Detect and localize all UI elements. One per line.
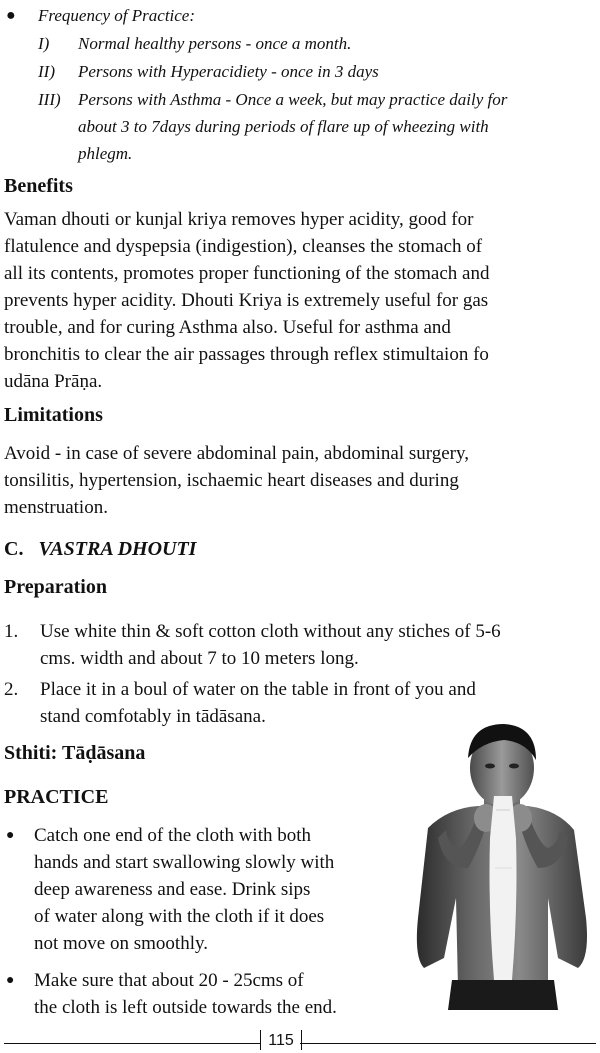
frequency-heading: Frequency of Practice: bbox=[38, 6, 196, 25]
preparation-list bbox=[4, 618, 596, 730]
item-text bbox=[34, 822, 334, 957]
section-letter: C. bbox=[4, 538, 24, 560]
text-line: menstruation. bbox=[4, 497, 108, 518]
text-line: udāna Prāṇa. bbox=[4, 371, 103, 392]
roman-numeral: II) bbox=[38, 62, 55, 81]
item-number: 2. bbox=[4, 679, 19, 700]
text-line: the cloth is left outside towards the end. bbox=[34, 997, 337, 1018]
frequency-text: Persons with Hyperacidiety - once in 3 days bbox=[78, 62, 379, 81]
frequency-text: Normal healthy persons - once a month. bbox=[78, 34, 352, 53]
text-line: not move on smoothly. bbox=[34, 933, 208, 954]
text-line: deep awareness and ease. Drink sips bbox=[34, 879, 311, 900]
text-line: Catch one end of the cloth with both bbox=[34, 825, 312, 846]
text-line: phlegm. bbox=[78, 144, 133, 163]
limitations-heading: Limitations bbox=[4, 404, 103, 426]
footer-rule-right bbox=[300, 1043, 596, 1044]
item-number: 1. bbox=[4, 621, 19, 642]
sthiti-heading: Sthiti: Tāḍāsana bbox=[4, 742, 146, 764]
person-swallowing-cloth-illustration bbox=[408, 718, 594, 1010]
practice-list bbox=[0, 822, 400, 1021]
text-line: Vaman dhouti or kunjal kriya removes hyper acidity, good for bbox=[4, 209, 474, 230]
section-title bbox=[4, 538, 196, 561]
practice-heading: PRACTICE bbox=[4, 786, 109, 808]
text-line: Make sure that about 20 - 25cms of bbox=[34, 970, 304, 991]
list-item bbox=[0, 967, 400, 1021]
text-line: trouble, and for curing Asthma also. Useful for asthma and bbox=[4, 317, 451, 338]
page-number-box bbox=[260, 1030, 302, 1050]
text-line: flatulence and dyspepsia (indigestion), cleanses the stomach of bbox=[4, 236, 483, 257]
benefits-heading: Benefits bbox=[4, 175, 73, 197]
item-text bbox=[40, 618, 501, 672]
text-line: tonsilitis, hypertension, ischaemic heart diseases and during bbox=[4, 470, 459, 491]
text-line: cms. width and about 7 to 10 meters long. bbox=[40, 648, 359, 669]
text-line: Place it in a boul of water on the table in front of you and bbox=[40, 679, 476, 700]
text-line: Persons with Asthma - Once a week, but may practice daily for bbox=[78, 90, 508, 109]
limitations-paragraph bbox=[4, 440, 596, 521]
frequency-heading-row bbox=[6, 2, 598, 30]
text-line: of water along with the cloth if it does bbox=[34, 906, 325, 927]
footer-rule-left bbox=[4, 1043, 260, 1044]
item-text bbox=[34, 967, 337, 1021]
preparation-heading: Preparation bbox=[4, 576, 107, 598]
roman-numeral: III) bbox=[38, 90, 61, 109]
frequency-item bbox=[6, 30, 598, 58]
roman-numeral: I) bbox=[38, 34, 50, 53]
bullet-icon: ● bbox=[6, 973, 15, 988]
bullet-icon: ● bbox=[6, 828, 15, 843]
frequency-text bbox=[78, 86, 507, 167]
practice-photo bbox=[408, 718, 594, 1010]
text-line: hands and start swallowing slowly with bbox=[34, 852, 335, 873]
page-number: 115 bbox=[268, 1032, 294, 1049]
section-name: VASTRA DHOUTI bbox=[38, 538, 197, 560]
bullet-icon: ● bbox=[6, 7, 16, 24]
frequency-item bbox=[6, 86, 598, 167]
list-item bbox=[4, 618, 596, 672]
frequency-item bbox=[6, 58, 598, 86]
text-line: Avoid - in case of severe abdominal pain, abdominal surgery, bbox=[4, 443, 470, 464]
text-line: bronchitis to clear the air passages through reflex stimultaion fo bbox=[4, 344, 489, 365]
text-line: all its contents, promotes proper functioning of the stomach and bbox=[4, 263, 490, 284]
text-line: Use white thin & soft cotton cloth without any stiches of 5-6 bbox=[40, 621, 501, 642]
text-line: about 3 to 7days during periods of flare up of wheezing with bbox=[78, 117, 489, 136]
frequency-section bbox=[6, 2, 598, 167]
text-line: prevents hyper acidity. Dhouti Kriya is extremely useful for gas bbox=[4, 290, 489, 311]
benefits-paragraph bbox=[4, 206, 596, 395]
list-item bbox=[0, 822, 400, 957]
text-line: stand comfotably in tādāsana. bbox=[40, 706, 266, 727]
